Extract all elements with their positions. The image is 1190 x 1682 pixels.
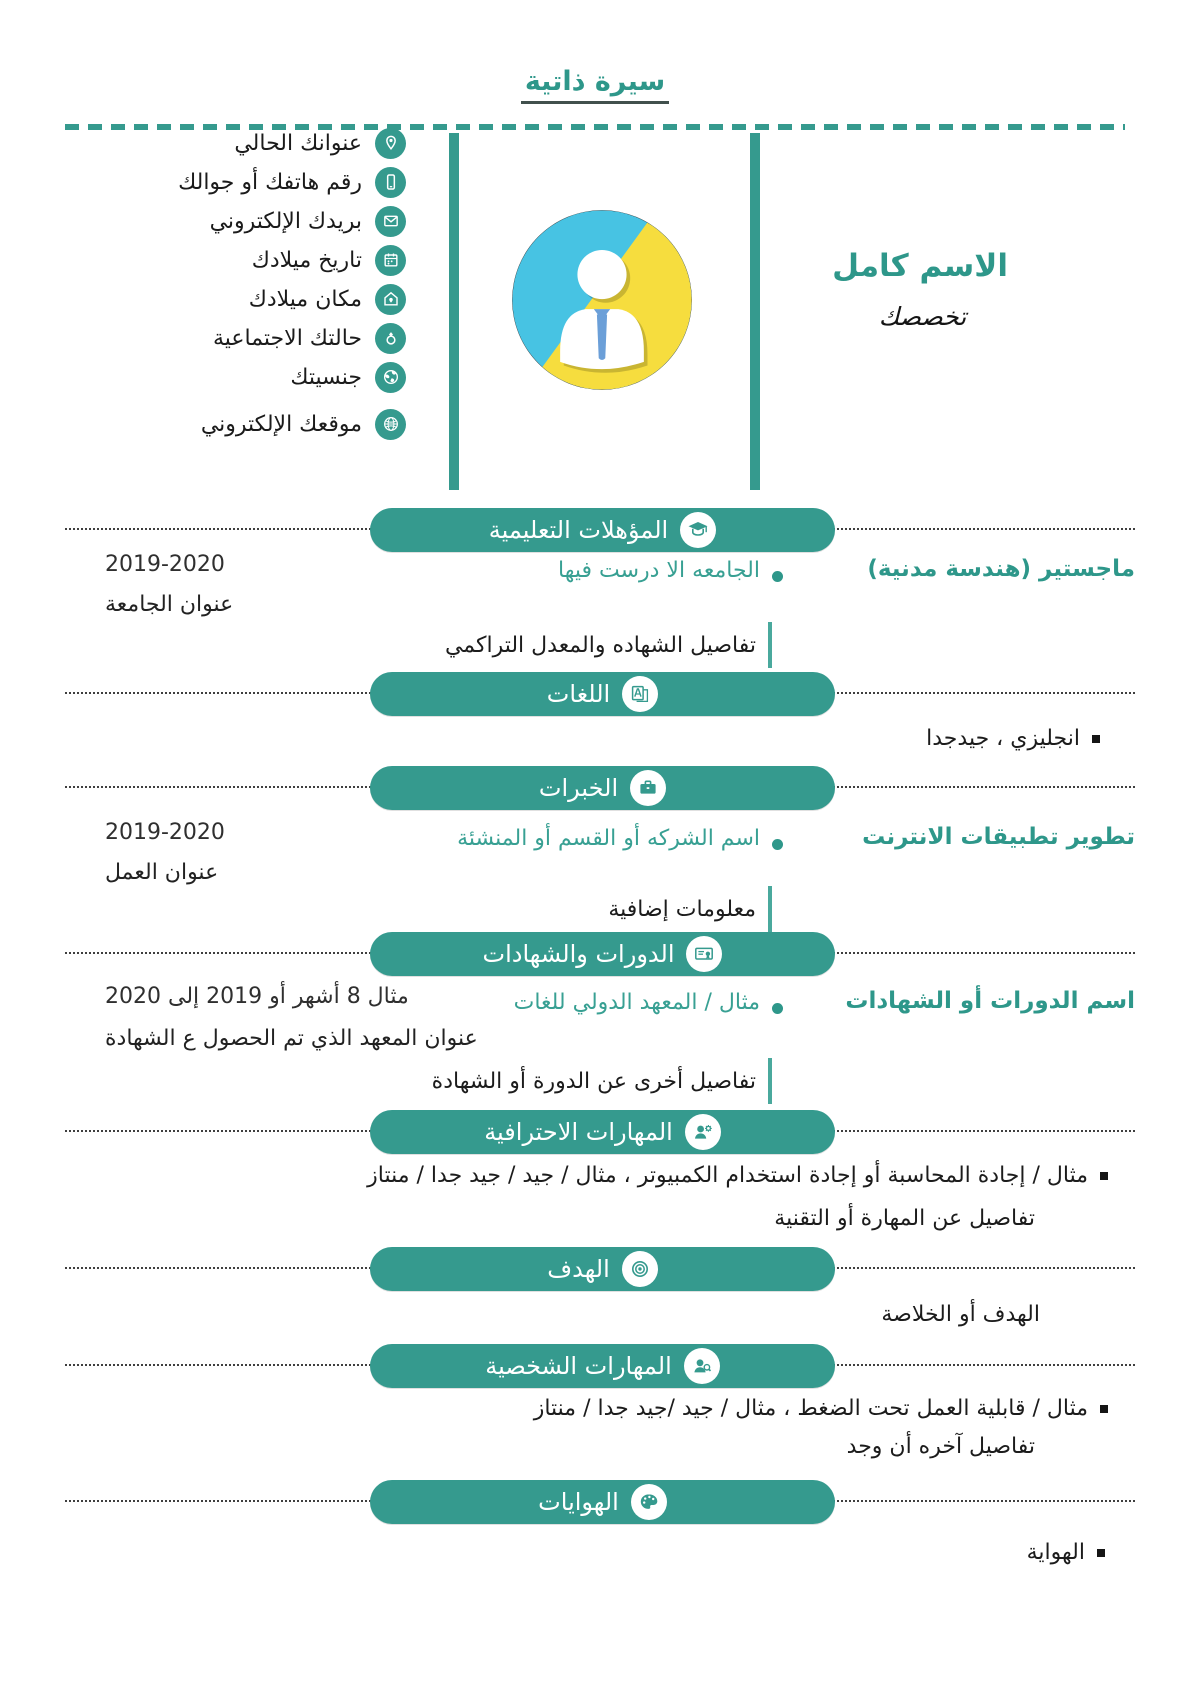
contact-label: موقعك الإلكتروني (200, 411, 362, 437)
contact-label: مكان ميلادك (248, 286, 362, 312)
objective-text: الهدف أو الخلاصة (881, 1302, 1040, 1327)
section-header-objective (370, 1247, 835, 1291)
palette-icon (631, 1484, 667, 1520)
section-title: الهوايات (538, 1488, 619, 1516)
entry-bullet (772, 1003, 783, 1014)
language-text: انجليزي ، جيدجدا (926, 726, 1080, 751)
briefcase-icon (630, 770, 666, 806)
contact-label: رقم هاتفك أو جوالك (178, 169, 362, 195)
section-title: الدورات والشهادات (482, 940, 675, 968)
section-title: اللغات (546, 680, 611, 708)
personal-skill-text: مثال / قابلية العمل تحت الضغط ، مثال / جيد /جيد جدا / منتاز (533, 1396, 1088, 1421)
section-header-personal-skills (370, 1344, 835, 1388)
contact-row-birth-place (249, 283, 406, 315)
list-bullet (1092, 735, 1100, 743)
entry-bullet (772, 571, 783, 582)
page-title-text: سيرة ذاتية (521, 66, 669, 104)
contact-label: عنوانك الحالي (234, 130, 362, 156)
email-envelope-icon (375, 206, 406, 237)
photo-frame-bar-left (449, 133, 459, 490)
course-details-row (432, 1058, 772, 1104)
course-address: عنوان المعهد الذي تم الحصول ع الشهادة (105, 1026, 478, 1051)
home-pin-icon (375, 284, 406, 315)
hobby-text: الهواية (1026, 1540, 1085, 1565)
education-years: 2019-2020 (105, 552, 225, 577)
personal-skill-details: تفاصيل آخره أن وجد (846, 1434, 1035, 1459)
detail-accent-bar (768, 1058, 772, 1104)
graduation-cap-icon (680, 512, 716, 548)
professional-skill-text: مثال / إجادة المحاسبة أو إجادة استخدام الكمبيوتر ، مثال / جيد / جيد جدا / منتاز (367, 1163, 1088, 1188)
course-org: مثال / المعهد الدولي للغات (513, 990, 760, 1015)
section-title: الهدف (547, 1255, 610, 1283)
location-pin-icon (375, 128, 406, 159)
dashed-divider (65, 124, 1125, 130)
section-title: الخبرات (538, 774, 619, 802)
professional-skill-details: تفاصيل عن المهارة أو التقنية (774, 1206, 1035, 1231)
globe-web-icon (375, 409, 406, 440)
contact-label: حالتك الاجتماعية (212, 325, 362, 351)
personal-skill-item (534, 1396, 1108, 1421)
profile-avatar (511, 209, 693, 391)
education-details: تفاصيل الشهاده والمعدل التراكمي (444, 632, 756, 658)
globe-earth-icon (375, 362, 406, 393)
course-name: اسم الدورات أو الشهادات (845, 988, 1135, 1014)
language-item (926, 726, 1100, 751)
full-name: الاسم كامل (832, 248, 1008, 284)
contact-row-website (201, 408, 406, 440)
section-header-courses (370, 932, 835, 976)
experience-org: اسم الشركه أو القسم أو المنشئة (457, 826, 760, 851)
education-org: الجامعه الا درست فيها (557, 558, 760, 583)
section-header-professional-skills (370, 1110, 835, 1154)
experience-details: معلومات إضافية (608, 896, 756, 922)
translation-book-icon (622, 676, 658, 712)
person-avatar-icon (511, 209, 693, 391)
contact-label: بريدك الإلكتروني (209, 208, 362, 234)
certificate-icon (686, 936, 722, 972)
section-header-education (370, 508, 835, 552)
list-bullet (1100, 1172, 1108, 1180)
experience-role: تطوير تطبيقات الانترنت (862, 824, 1135, 850)
experience-address: عنوان العمل (105, 860, 219, 885)
section-title: المهارات الشخصية (485, 1352, 672, 1380)
education-details-row (445, 622, 772, 668)
section-title: المؤهلات التعليمية (488, 516, 669, 544)
contact-row-email (210, 205, 406, 237)
course-details: تفاصيل أخرى عن الدورة أو الشهادة (431, 1068, 756, 1094)
section-header-experience (370, 766, 835, 810)
detail-accent-bar (768, 886, 772, 932)
entry-bullet (772, 839, 783, 850)
education-address: عنوان الجامعة (105, 592, 234, 617)
contact-row-phone (178, 166, 406, 198)
detail-accent-bar (768, 622, 772, 668)
professional-skill-item (367, 1163, 1108, 1188)
photo-frame-bar-right (750, 133, 760, 490)
contact-row-address (234, 127, 406, 159)
specialty: تخصصك (878, 302, 967, 331)
hobby-item (1027, 1540, 1105, 1565)
section-header-languages (370, 672, 835, 716)
ring-icon (375, 323, 406, 354)
list-bullet (1097, 1549, 1105, 1557)
contact-row-nationality (290, 361, 406, 393)
course-years: مثال 8 أشهر أو 2019 إلى 2020 (105, 984, 409, 1009)
person-gear-icon (685, 1114, 721, 1150)
target-icon (622, 1251, 658, 1287)
experience-years: 2019-2020 (105, 820, 225, 845)
section-header-hobbies (370, 1480, 835, 1524)
contact-row-marital-status (213, 322, 406, 354)
calendar-icon (375, 245, 406, 276)
mobile-phone-icon (375, 167, 406, 198)
contact-row-birth-date (252, 244, 406, 276)
contact-label: تاريخ ميلادك (251, 247, 362, 273)
page-title (0, 66, 1190, 104)
contact-label: جنسيتك (290, 364, 362, 390)
education-degree: ماجستير (هندسة مدنية) (867, 556, 1135, 582)
list-bullet (1100, 1405, 1108, 1413)
experience-details-row (608, 886, 772, 932)
person-search-icon (684, 1348, 720, 1384)
section-title: المهارات الاحترافية (484, 1118, 673, 1146)
